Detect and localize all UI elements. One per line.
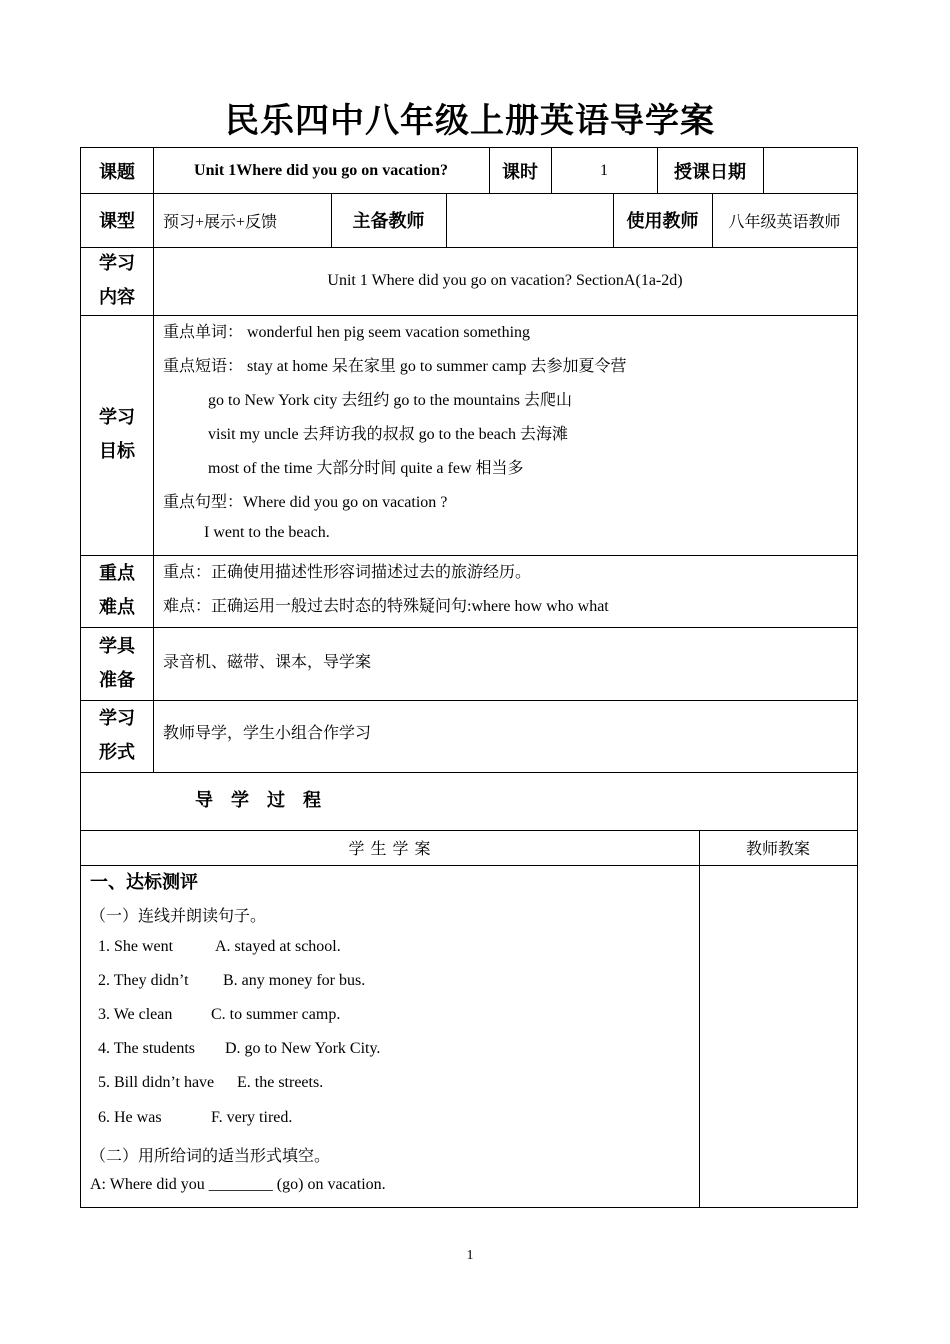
row-divider (81, 315, 857, 316)
user-teacher-value: 八年级英语教师 (728, 213, 841, 231)
student-col-header: 学 生 学 案 (348, 841, 432, 858)
form-label (81, 700, 153, 772)
form-label-line2: 形式 (99, 742, 135, 763)
key-label-line1: 重点 (99, 563, 135, 584)
page-number: 1 (466, 1248, 474, 1263)
key-line: 重点：正确使用描述性形容词描述过去的旅游经历。 (163, 564, 532, 581)
form-label-line1: 学习 (99, 708, 135, 729)
process-heading: 导 学 过 程 (195, 790, 321, 811)
topic-value: Unit 1Where did you go on vacation? (194, 161, 448, 179)
match-left: 2. They didn’t (98, 972, 189, 989)
part1-title: （一）连线并朗读句子。 (90, 908, 267, 925)
match-left: 5. Bill didn’t have (98, 1074, 215, 1091)
match-right: B. any money for bus. (223, 972, 366, 989)
goal-line: go to New York city 去纽约 go to the mountains 去爬山 (208, 392, 572, 409)
type-value: 预习+展示+反馈 (163, 213, 278, 231)
goal-line: 重点句型：Where did you go on vacation ? (163, 494, 448, 511)
goals-label (81, 315, 153, 555)
match-right: E. the streets. (237, 1074, 324, 1091)
row-divider (81, 772, 857, 773)
goals-label-line1: 学习 (99, 407, 135, 428)
col-divider (153, 148, 154, 772)
tools-label-line1: 学具 (99, 635, 135, 657)
document-title: 民乐四中八年级上册英语导学案 (225, 101, 715, 141)
period-value: 1 (600, 161, 608, 179)
match-right: F. very tired. (211, 1109, 293, 1126)
match-right: D. go to New York City. (225, 1040, 381, 1057)
content-label-line2: 内容 (99, 287, 135, 308)
match-right: C. to summer camp. (211, 1006, 341, 1023)
goal-line: visit my uncle 去拜访我的叔叔 go to the beach 去海滩 (208, 426, 568, 443)
row-divider (81, 555, 857, 556)
date-value (763, 148, 857, 193)
content-label (81, 247, 153, 315)
row-divider (81, 865, 857, 866)
section-heading: 一、达标测评 (90, 872, 198, 893)
match-left: 4. The students (98, 1040, 196, 1057)
date-label: 授课日期 (674, 161, 746, 183)
goal-line: I went to the beach. (204, 524, 330, 541)
part2-title: （二）用所给词的适当形式填空。 (90, 1148, 331, 1165)
goal-line: 重点短语： stay at home 呆在家里 go to summer camp 去参加夏令营 (163, 358, 627, 375)
period-label: 课时 (502, 161, 538, 183)
match-left: 1. She went (98, 938, 174, 955)
match-right: A. stayed at school. (215, 938, 341, 955)
teacher-col-header: 教师教案 (745, 841, 810, 858)
content-label-line1: 学习 (99, 253, 135, 274)
goals-label-line2: 目标 (99, 441, 135, 462)
form-value: 教师导学，学生小组合作学习 (163, 724, 372, 742)
match-left: 6. He was (98, 1109, 162, 1126)
key-label (81, 555, 153, 627)
content-value: Unit 1 Where did you go on vacation? SectionA(1a-2d) (327, 272, 683, 289)
tools-label-line2: 准备 (99, 669, 135, 691)
key-line: 难点：正确运用一般过去时态的特殊疑问句:where how who what (163, 598, 609, 615)
tools-label (81, 627, 153, 700)
key-label-line2: 难点 (99, 597, 135, 618)
lead-teacher-value (446, 193, 613, 247)
lead-teacher-label: 主备教师 (352, 211, 425, 232)
tools-value: 录音机、磁带、课本，导学案 (163, 653, 372, 671)
goal-line: 重点单词： wonderful hen pig seem vacation something (163, 324, 531, 341)
fill-item: A: Where did you ________ (go) on vacation. (90, 1176, 386, 1193)
col-divider (699, 830, 700, 1207)
goal-line: most of the time 大部分时间 quite a few 相当多 (208, 460, 524, 477)
lesson-plan-table (80, 147, 858, 1208)
user-teacher-label: 使用教师 (626, 211, 699, 232)
topic-label: 课题 (99, 161, 135, 183)
match-left: 3. We clean (98, 1006, 173, 1023)
type-label: 课型 (99, 211, 135, 232)
